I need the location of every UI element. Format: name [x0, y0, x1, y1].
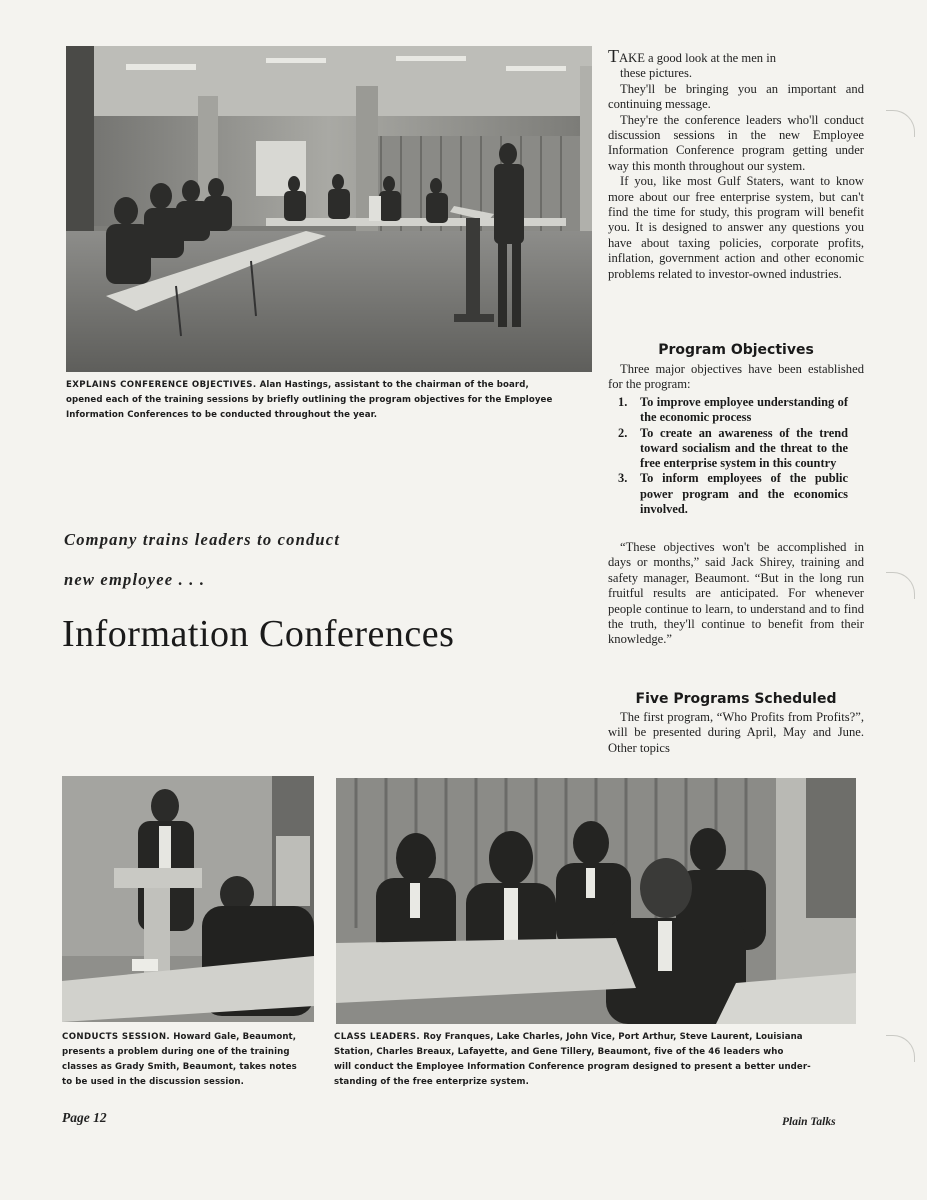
paragraph-4: If you, like most Gulf Staters, want to know more about our free enterprise system, but can't find the time for study, this program will benefit you. It is designed to answer any questions you have about taxing policies, corporate profits, inflation, government action and other economic problems related to investor-owned industries.: [608, 174, 864, 281]
list-item-number: 3.: [618, 471, 628, 486]
caption-line: will conduct the Employee Information Conference program designed to present a better under-: [334, 1062, 811, 1072]
programs-paragraph: [608, 710, 864, 756]
list-item-text: To improve employee understanding of the economic process: [640, 395, 848, 425]
publication-name: Plain Talks: [782, 1116, 836, 1128]
list-item: [618, 426, 848, 472]
list-item-number: 2.: [618, 425, 628, 440]
article-intro: [608, 46, 864, 282]
dropcap: T: [608, 46, 619, 66]
conference-room-photo: [66, 46, 592, 372]
session-photo: [62, 776, 314, 1022]
quote-text: “These objectives won't be accomplished in days or months,” said Jack Shirey, training and safety manager, Beaumont. “But in the long run fruitful results are anticipated. For whenever people continue to learn, to understand and to find the truth, they'll continue to benefit from their knowledge.”: [608, 540, 864, 647]
page-number: Page 12: [62, 1110, 107, 1125]
caption-line: opened each of the training sessions by briefly outlining the program objectives for the Employee: [66, 395, 553, 405]
intro-line-1: AKE a good look at the men in: [619, 51, 777, 65]
caption-head: CLASS LEADERS.: [334, 1032, 421, 1042]
caption-line: standing of the free enterprize system.: [334, 1077, 529, 1087]
subhead-program-objectives: Program Objectives: [658, 342, 814, 358]
kicker-line-1: Company trains leaders to conduct: [64, 530, 341, 549]
caption-head: EXPLAINS CONFERENCE OBJECTIVES.: [66, 380, 257, 390]
class-leaders-caption: [334, 1030, 864, 1090]
objectives-list: [618, 395, 848, 517]
kicker-line-2: new employee . . .: [64, 570, 206, 589]
caption-line: Information Conferences to be conducted throughout the year.: [66, 410, 378, 420]
caption-head: CONDUCTS SESSION.: [62, 1032, 171, 1042]
caption-line: presents a problem during one of the training: [62, 1047, 290, 1057]
subhead-five-programs: Five Programs Scheduled: [635, 691, 837, 707]
class-leaders-photo: [336, 778, 856, 1024]
list-item-text: To create an awareness of the trend toward socialism and the threat to the free enterprise system in this country: [640, 425, 848, 471]
caption-line: Alan Hastings, assistant to the chairman of the board,: [259, 380, 529, 390]
caption-line: to be used in the discussion session.: [62, 1077, 245, 1087]
headline: Information Conferences: [62, 613, 455, 655]
paragraph-2: They'll be bringing you an important and continuing message.: [608, 81, 864, 112]
binder-hole-mark: [886, 110, 915, 137]
caption-line: Howard Gale, Beaumont,: [173, 1032, 297, 1042]
list-item-text: To inform employees of the public power program and the economics involved.: [640, 471, 848, 517]
list-item-number: 1.: [618, 395, 628, 409]
quote-paragraph: [608, 540, 864, 648]
session-caption: [62, 1030, 322, 1090]
caption-line: Roy Franques, Lake Charles, John Vice, Port Arthur, Steve Laurent, Louisiana: [423, 1032, 803, 1042]
binder-hole-mark: [886, 1035, 915, 1062]
programs-text: The first program, “Who Profits from Profits?”, will be presented during April, May and June. Other topics: [608, 710, 864, 755]
list-item: [618, 471, 848, 517]
intro-line-2: these pictures.: [620, 66, 693, 81]
list-item: [618, 395, 848, 426]
objectives-intro-text: Three major objectives have been established for the program:: [608, 362, 864, 392]
binder-hole-mark: [886, 572, 915, 599]
caption-line: classes as Grady Smith, Beaumont, takes notes: [62, 1062, 297, 1072]
paragraph-3: They're the conference leaders who'll conduct discussion sessions in the new Employee Information Conference program getting under way this month throughout our system.: [608, 112, 864, 173]
caption-line: Station, Charles Breaux, Lafayette, and Gene Tillery, Beaumont, five of the 46 leaders who: [334, 1047, 784, 1057]
top-photo-caption: [66, 378, 596, 423]
objectives-intro: [608, 362, 864, 393]
